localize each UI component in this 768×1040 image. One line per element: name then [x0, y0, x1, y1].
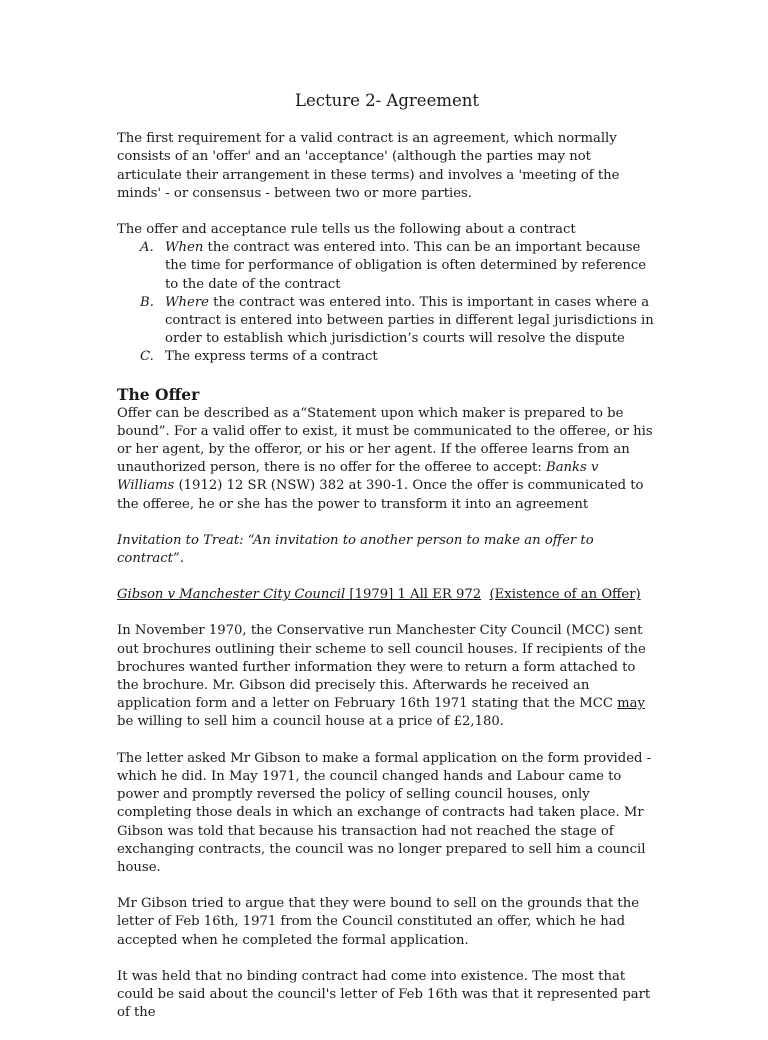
emphasis-may: may [617, 696, 645, 712]
paragraph-offer [117, 405, 657, 514]
list-text: the contract was entered into. This can be an important because the time for performance of obligation is often determined by reference to the date of the contract [165, 240, 647, 292]
paragraph-gibson-letter: The letter asked Mr Gibson to make a formal application on the form provided - which he did. In May 1971, the council changed hands and Labour came to power and promptly reversed the policy of selling council houses, only completing those deals in which an exchange of contracts had taken place. Mr Gibson was told that because his transaction had not reached the stage of exchanging contracts, the council was no longer prepared to sell him a council house. [117, 750, 652, 875]
list-marker: A. [140, 240, 154, 256]
list-text: The express terms of a contract [165, 349, 378, 365]
case-citation: [1979] 1 All ER 972 [345, 587, 482, 603]
list-text: the contract was entered into. This is important in cases where a contract is entered into between parties in different legal jurisdictions in order to establish which jurisdiction’s courts will resolve the dispute [165, 294, 654, 347]
section-heading-offer: The Offer [117, 384, 200, 404]
list-marker: C. [140, 349, 154, 365]
page-title: Lecture 2- Agreement [295, 91, 479, 110]
paragraph-gibson-facts: In November 1970, the Conservative run Manchester City Council (MCC) sent out brochures outlining their scheme to sell council houses. If recipients of the brochures wanted further information they were to return a form attached to the brochure. Mr. Gibson did precisely this. Afterwards he received an application form and a letter on February 16th 1971 stating that the MCC may be willing to sell him a council house at a price of £2,180. [117, 623, 646, 730]
case-heading-gibson [117, 586, 657, 604]
case-name-gibson: Gibson v Manchester City Council [117, 587, 346, 603]
list-lead: When [165, 240, 204, 256]
list-lead: Where [165, 294, 209, 310]
paragraph-requirement: The first requirement for a valid contract is an agreement, which normally consists of an 'offer' and an 'acceptance' (although the parties may not articulate their arrangement in these terms) and involves a 'meeting of the minds' - or consensus - between two or more parties. [117, 131, 620, 201]
rule-intro: The offer and acceptance rule tells us the following about a contract [117, 222, 576, 238]
case-name-banks: Banks v Williams [117, 460, 599, 494]
document-body [117, 90, 657, 1040]
list-item-a [140, 239, 657, 294]
list-marker: B. [140, 294, 154, 310]
list-item-b [140, 294, 657, 349]
offer-text-2: (1912) 12 SR (NSW) 382 at 390-1. Once the offer is communicated to the offeree, he or she has the power to transform it into an agreement [117, 478, 644, 512]
paragraph-invitation: Invitation to Treat: “An invitation to another person to make an offer to contract”. [117, 532, 594, 567]
paragraph-gibson-held: It was held that no binding contract had come into existence. The most that could be said about the council's letter of Feb 16th was that it represented part of the [117, 968, 651, 1021]
rule-list [117, 239, 657, 366]
offer-text-1: Offer can be described as a“Statement upon which maker is prepared to be bound”. For a valid offer to exist, it must be communicated to the offeree, or his or her agent, by the offeror, or his or her agent. If the offeree learns from an unauthorized person, there is no offer for the offeree to accept: [117, 405, 653, 476]
list-item-c [140, 348, 657, 366]
case-note: (Existence of an Offer) [489, 587, 641, 603]
paragraph-gibson-argument: Mr Gibson tried to argue that they were bound to sell on the grounds that the letter of Feb 16th, 1971 from the Council constituted an offer, which he had accepted when he completed the formal application. [117, 896, 640, 948]
